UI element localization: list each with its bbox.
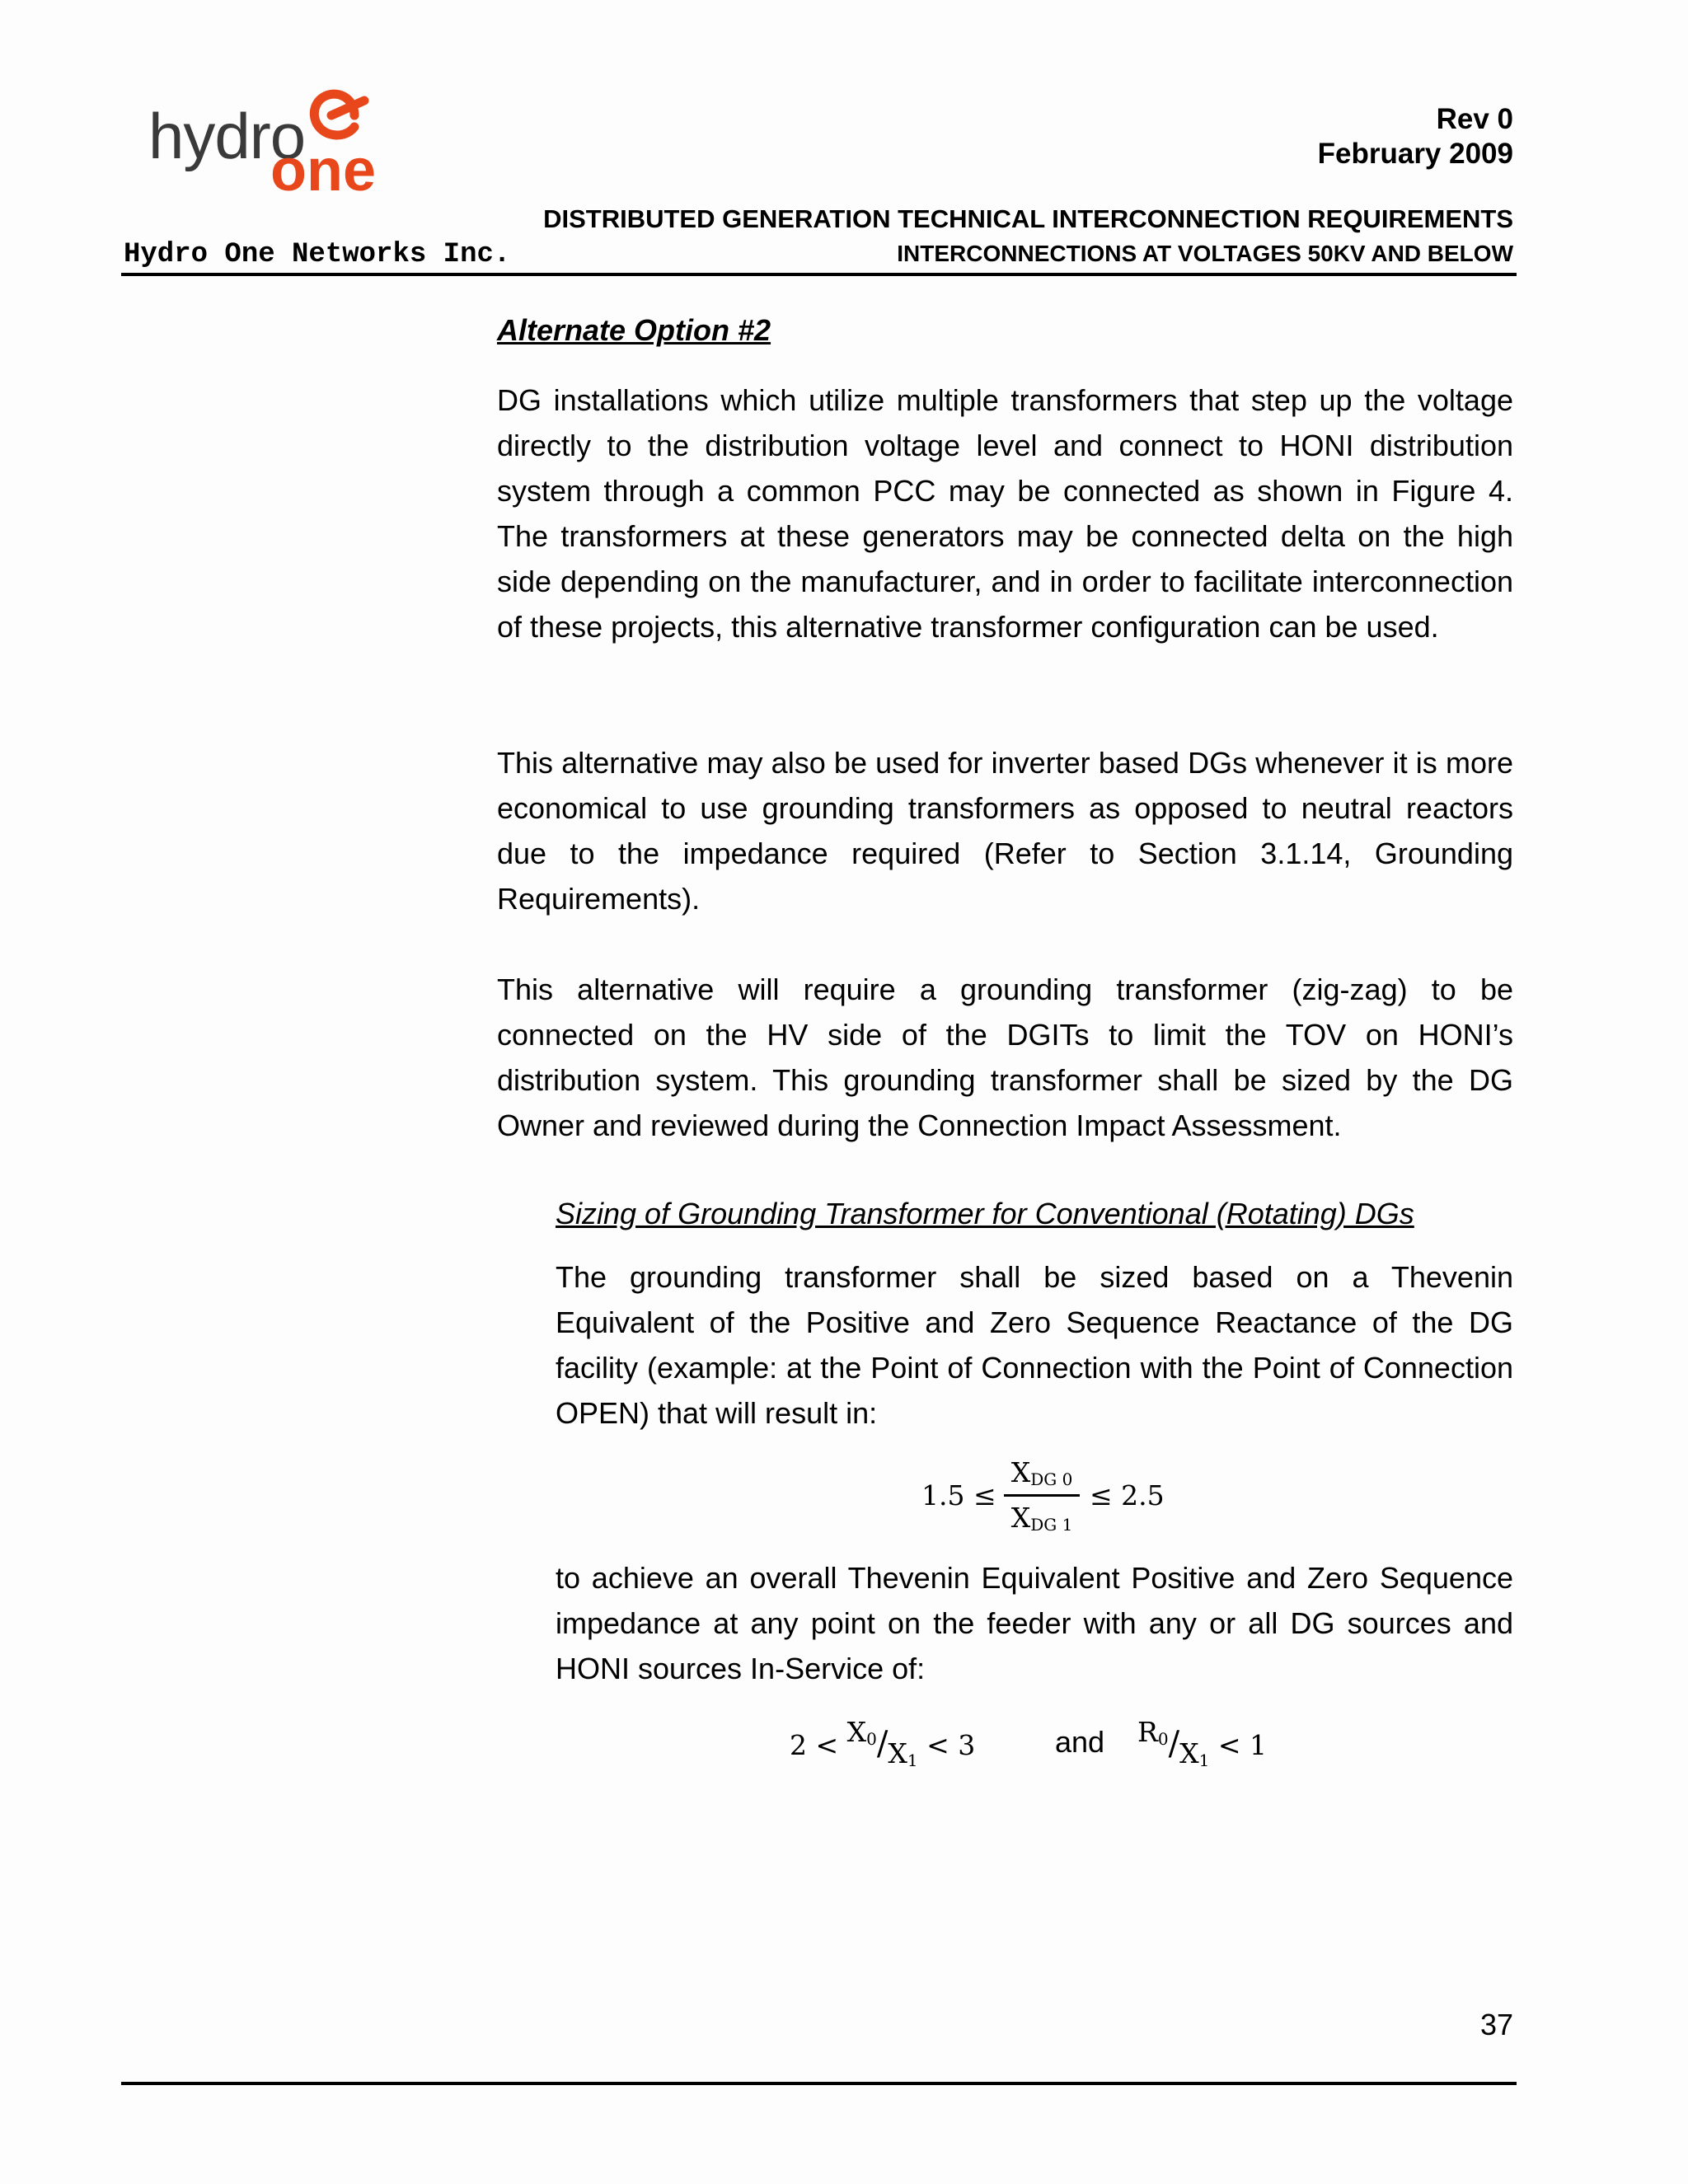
paragraph-3: This alternative will require a grounding transformer (zig-zag) to be connected on the HV side of the DGITs to limit the TOV on HONI’s distribution system. This grounding transformer shall be sized by the DG Owner and reviewed during the Connection Impact Assessment.: [497, 972, 1513, 1142]
paragraph-4: The grounding transformer shall be sized based on a Thevenin Equivalent of the Positive and Zero Sequence Reactance of the DG facility (example: at the Point of Connection with the Point of Connection OPEN) that will result in:: [556, 1260, 1513, 1430]
company-name: Hydro One Networks Inc.: [124, 239, 511, 270]
footer-rule: [121, 2082, 1517, 2085]
equation-lhs: 1.5 ≤: [921, 1479, 996, 1511]
section-heading: Alternate Option #2: [497, 313, 771, 347]
header-rule: [121, 273, 1517, 276]
revision-block: [1318, 102, 1513, 171]
equation-r-ratio: $R_0/X_1 < 1$: [1137, 1716, 1267, 1770]
equation-ratio-range: [921, 1455, 1169, 1537]
hydro-one-logo: [148, 82, 396, 204]
equation-rhs: ≤ 2.5: [1090, 1479, 1165, 1511]
subsection-heading: Sizing of Grounding Transformer for Conventional (Rotating) DGs: [556, 1197, 1414, 1230]
revision-label: Rev 0: [1436, 103, 1513, 135]
paragraph-1: DG installations which utilize multiple transformers that step up the voltage directly to the distribution voltage level and connect to HONI distribution system through a common PCC may be connected as shown in Figure 4. The transformers at these generators may be connected delta on the high side depending on the manufacturer, and in order to facilitate interconnection of these projects, this alternative transformer configuration can be used.: [497, 383, 1513, 644]
paragraph-5: to achieve an overall Thevenin Equivalent Positive and Zero Sequence impedance at any point on the feeder with any or all DG sources and HONI sources In-Service of:: [556, 1561, 1513, 1685]
equation-joiner: and: [1055, 1725, 1105, 1759]
equation-impedance-ratios: [790, 1710, 1284, 1776]
paragraph-2: This alternative may also be used for inverter based DGs whenever it is more economical to use grounding transformers as opposed to neutral reactors due to the impedance required (Refer to Section 3.1.14, Grounding Requirements).: [497, 746, 1513, 916]
fraction-denominator: $X_{DG 1}$: [1010, 1502, 1073, 1535]
page-number: 37: [1479, 2008, 1513, 2041]
logo-word-one: one: [270, 138, 377, 204]
equation-fraction: [1004, 1455, 1080, 1536]
logo-swoosh-icon: [303, 82, 386, 148]
fraction-bar: [1004, 1494, 1080, 1497]
document-title: DISTRIBUTED GENERATION TECHNICAL INTERCONNECTION REQUIREMENTS: [543, 204, 1513, 233]
logo-word-hydro: hydro: [148, 100, 306, 172]
document-subtitle: INTERCONNECTIONS AT VOLTAGES 50KV AND BELOW: [897, 241, 1513, 266]
revision-date: February 2009: [1317, 138, 1513, 170]
equation-x-ratio: $2 < X_0/X_1 < 3$: [790, 1716, 976, 1770]
fraction-numerator: $X_{DG 0}$: [1010, 1456, 1073, 1489]
